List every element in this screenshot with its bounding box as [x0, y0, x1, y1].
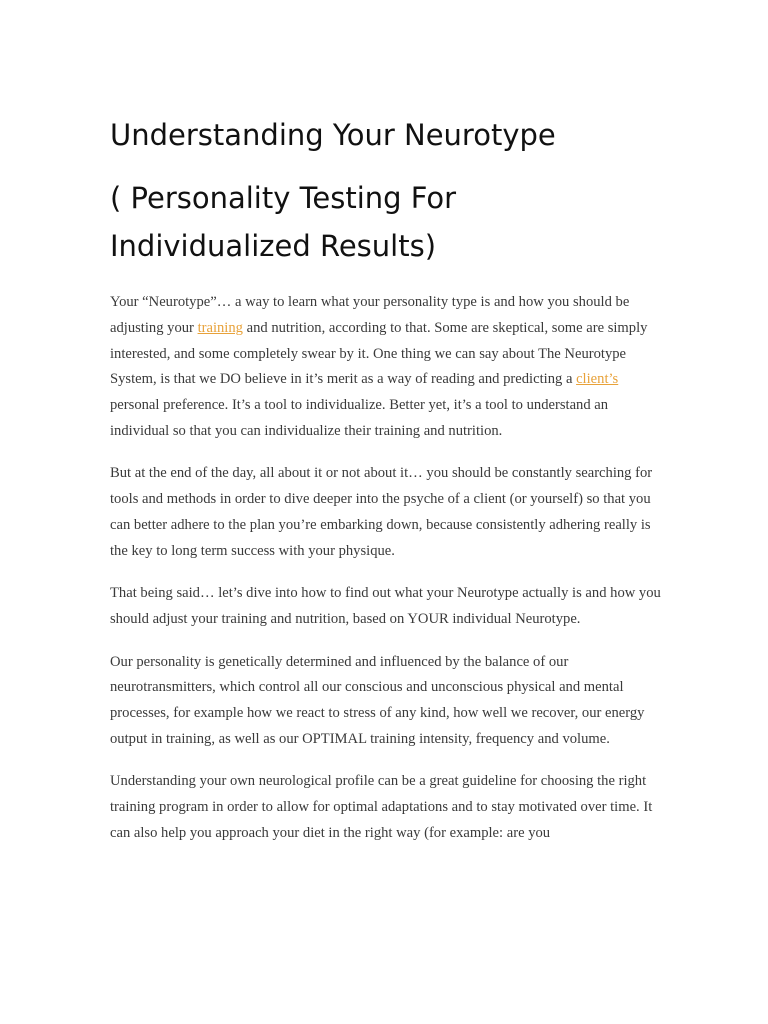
document-subtitle: [110, 174, 662, 270]
paragraph-2: But at the end of the day, all about it or not about it… you should be constantly searching for tools and methods in order to dive deeper into the psyche of a client (or yourself) so that you can better adhere to the plan you’re embarking down, because consistently adhering really is the key to long term success with your physique.: [110, 465, 653, 559]
paragraph-1-text-c: personal preference. It’s a tool to individualize. Better yet, it’s a tool to understand an individual so that you can individualize their training and nutrition.: [110, 397, 609, 439]
training-link[interactable]: training: [197, 319, 243, 336]
paragraph-3: That being said… let’s dive into how to find out what your Neurotype actually is and how you should adjust your training and nutrition, based on YOUR individual Neurotype.: [110, 585, 661, 627]
document-title: Understanding Your Neurotype: [110, 118, 556, 152]
document-page: [110, 118, 662, 864]
paragraph-5: Understanding your own neurological profile can be a great guideline for choosing the right training program in order to allow for optimal adaptations and to stay motivated over time. It can also help you approach your diet in the right way (for example: are you: [110, 773, 653, 841]
paragraph-4: Our personality is genetically determined and influenced by the balance of our neurotransmitters, which control all our conscious and unconscious physical and mental processes, for example how we react to stress of any kind, how well we recover, our energy output in training, as well as our OPTIMAL training intensity, frequency and volume.: [110, 653, 645, 747]
subtitle-line-2: Individualized Results): [110, 229, 437, 264]
paragraph-1-text-b: and nutrition, according to that. Some are skeptical, some are simply interested, and some completely swear by it. One thing we can say about The Neurotype System, is that we DO believe in it’s merit as a way of reading and predicting a: [110, 319, 648, 388]
paragraph-1: [110, 290, 662, 444]
subtitle-line-1: ( Personality Testing For: [110, 181, 457, 216]
paragraph-1-text-a: Your “Neurotype”… a way to learn what your personality type is and how you should be adjusting your: [110, 294, 630, 336]
clients-link[interactable]: client’s: [576, 371, 619, 388]
